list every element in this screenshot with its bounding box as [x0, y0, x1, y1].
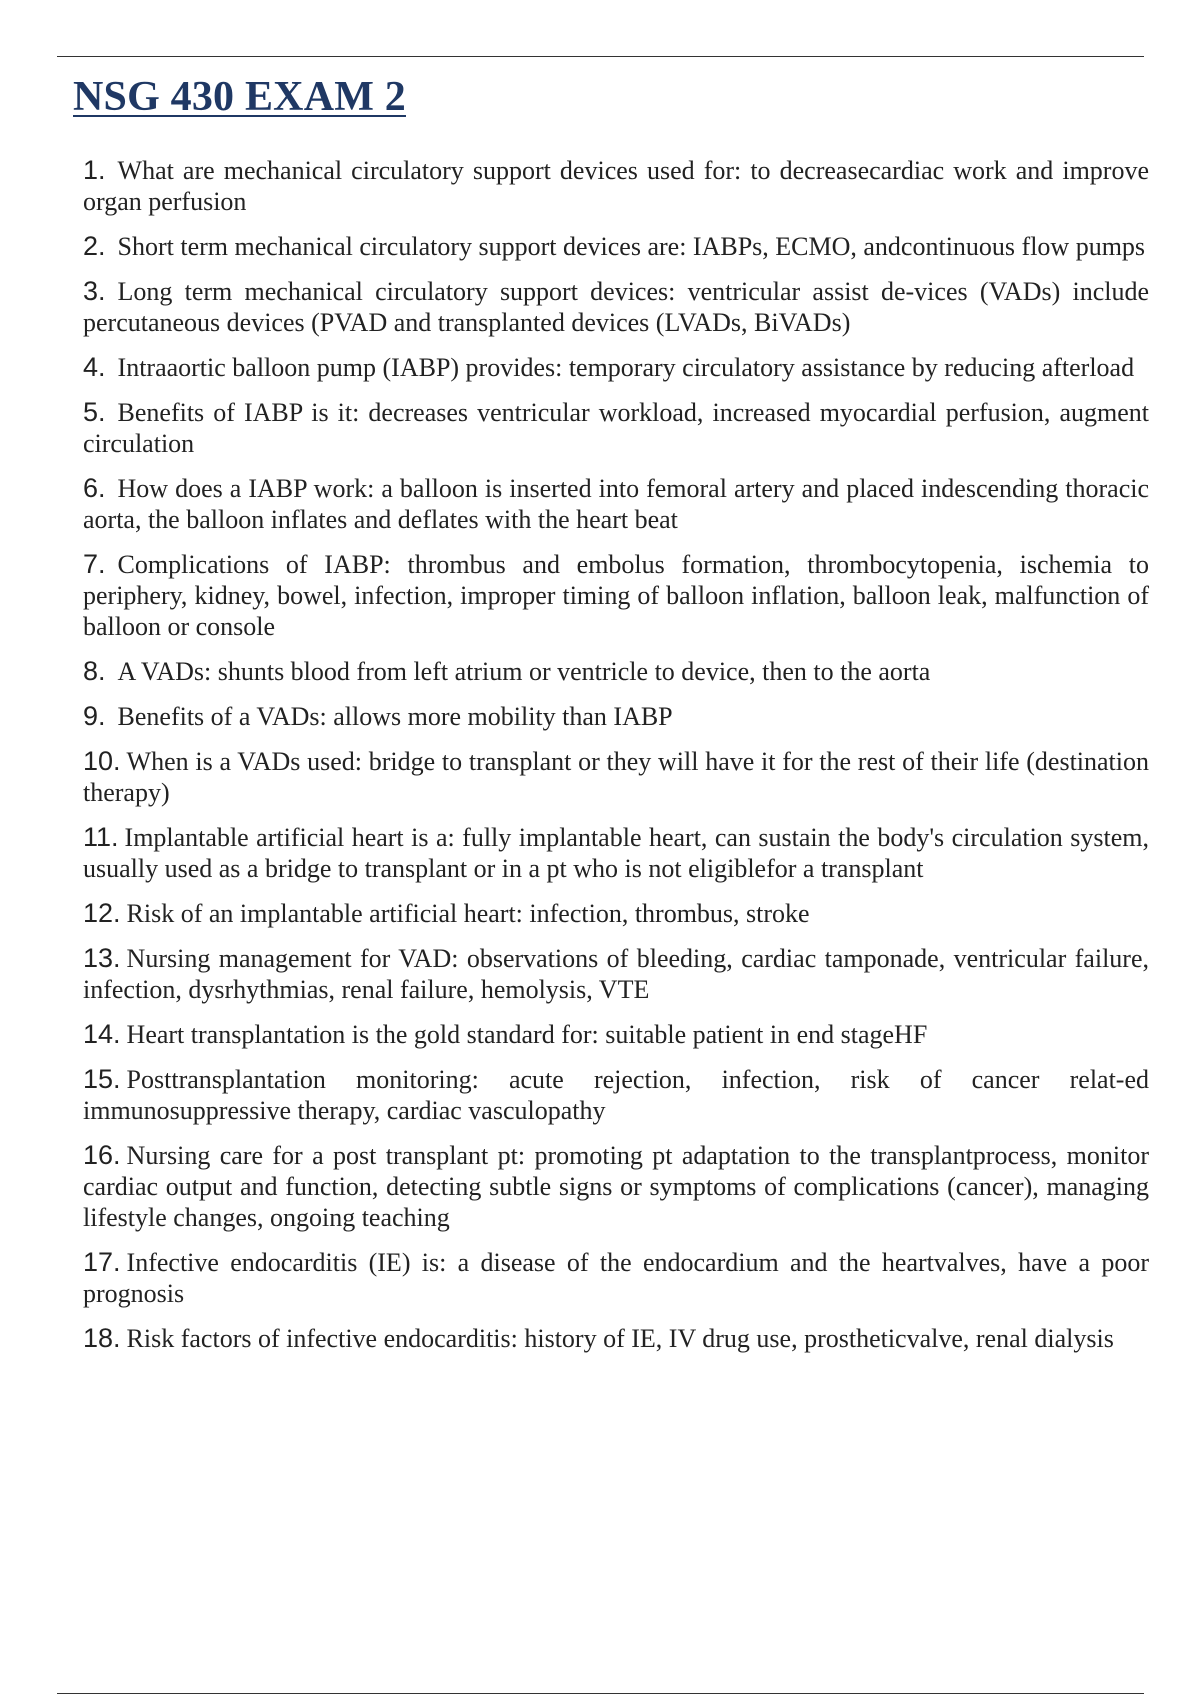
item-number: 14.: [83, 1019, 121, 1049]
list-item: [83, 943, 1149, 1005]
list-item: [83, 1019, 1149, 1050]
list-item: [83, 822, 1149, 884]
item-text: Complications of IABP: thrombus and embolus formation, thrombocytopenia, ischemia to periphery, kidney, bowel, infection, improper timing of balloon inflation, balloon leak, malfunction of balloon or console: [83, 550, 1149, 641]
top-rule: [57, 56, 1144, 57]
item-text: Infective endocarditis (IE) is: a disease of the endocardium and the heartvalves, have a poor prognosis: [83, 1248, 1149, 1308]
list-item: [83, 231, 1149, 262]
item-number: 8.: [83, 656, 106, 686]
item-text: Nursing care for a post transplant pt: promoting pt adaptation to the transplantprocess, monitor cardiac output and function, detecting subtle signs or symptoms of complications (cancer), managing lifestyle changes, ongoing teaching: [83, 1141, 1149, 1232]
item-number: 17.: [83, 1247, 121, 1277]
item-number: 13.: [83, 943, 121, 973]
item-text: Posttransplantation monitoring: acute rejection, infection, risk of cancer relat-ed immunosuppressive therapy, cardiac vasculopathy: [83, 1065, 1149, 1125]
list-item: [83, 656, 1149, 687]
item-text: Risk factors of infective endocarditis: history of IE, IV drug use, prostheticvalve, renal dialysis: [126, 1324, 1114, 1353]
item-number: 2.: [83, 231, 106, 261]
item-number: 5.: [83, 397, 106, 427]
item-number: 9.: [83, 701, 106, 731]
item-number: 4.: [83, 352, 106, 382]
list-item: [83, 155, 1149, 217]
list-item: [83, 746, 1149, 808]
item-text: Benefits of IABP is it: decreases ventricular workload, increased myocardial perfusion, augment circulation: [83, 398, 1149, 458]
item-text: Risk of an implantable artificial heart: infection, thrombus, stroke: [126, 899, 810, 928]
item-text: A VADs: shunts blood from left atrium or ventricle to device, then to the aorta: [117, 657, 931, 686]
item-text: Intraaortic balloon pump (IABP) provides: temporary circulatory assistance by reducing afterload: [117, 353, 1135, 382]
item-text: Implantable artificial heart is a: fully implantable heart, can sustain the body's circulation system, usually used as a bridge to transplant or in a pt who is not eligiblefor a transplant: [83, 823, 1149, 883]
item-text: Long term mechanical circulatory support devices: ventricular assist de-vices (VADs) include percutaneous devices (PVAD and transplanted devices (LVADs, BiVADs): [83, 277, 1149, 337]
list-item: [83, 549, 1149, 642]
item-number: 10.: [83, 746, 121, 776]
list-item: [83, 1064, 1149, 1126]
list-item: [83, 898, 1149, 929]
list-item: [83, 701, 1149, 732]
item-text: When is a VADs used: bridge to transplant or they will have it for the rest of their life (destination therapy): [83, 747, 1149, 807]
item-text: How does a IABP work: a balloon is inserted into femoral artery and placed indescending thoracic aorta, the balloon inflates and deflates with the heart beat: [83, 474, 1149, 534]
list-item: [83, 1323, 1149, 1354]
list-item: [83, 1140, 1149, 1233]
item-number: 3.: [83, 276, 106, 306]
list-item: [83, 1247, 1149, 1309]
item-text: Heart transplantation is the gold standard for: suitable patient in end stageHF: [126, 1020, 928, 1049]
bottom-rule: [57, 1693, 1144, 1694]
list-item: [83, 473, 1149, 535]
item-number: 16.: [83, 1140, 121, 1170]
item-number: 18.: [83, 1323, 121, 1353]
list-item: [83, 276, 1149, 338]
page-title: NSG 430 EXAM 2: [73, 74, 406, 120]
item-number: 12.: [83, 898, 121, 928]
question-list: [83, 155, 1149, 1368]
item-text: What are mechanical circulatory support devices used for: to decreasecardiac work and improve organ perfusion: [83, 156, 1149, 216]
item-text: Nursing management for VAD: observations of bleeding, cardiac tamponade, ventricular failure, infection, dysrhythmias, renal failure, hemolysis, VTE: [83, 944, 1149, 1004]
item-number: 7.: [83, 549, 106, 579]
item-number: 15.: [83, 1064, 121, 1094]
list-item: [83, 397, 1149, 459]
item-number: 6.: [83, 473, 106, 503]
item-number: 11.: [83, 822, 119, 852]
item-number: 1.: [83, 155, 106, 185]
list-item: [83, 352, 1149, 383]
item-text: Benefits of a VADs: allows more mobility than IABP: [117, 702, 673, 731]
item-text: Short term mechanical circulatory support devices are: IABPs, ECMO, andcontinuous flow pumps: [117, 232, 1146, 261]
